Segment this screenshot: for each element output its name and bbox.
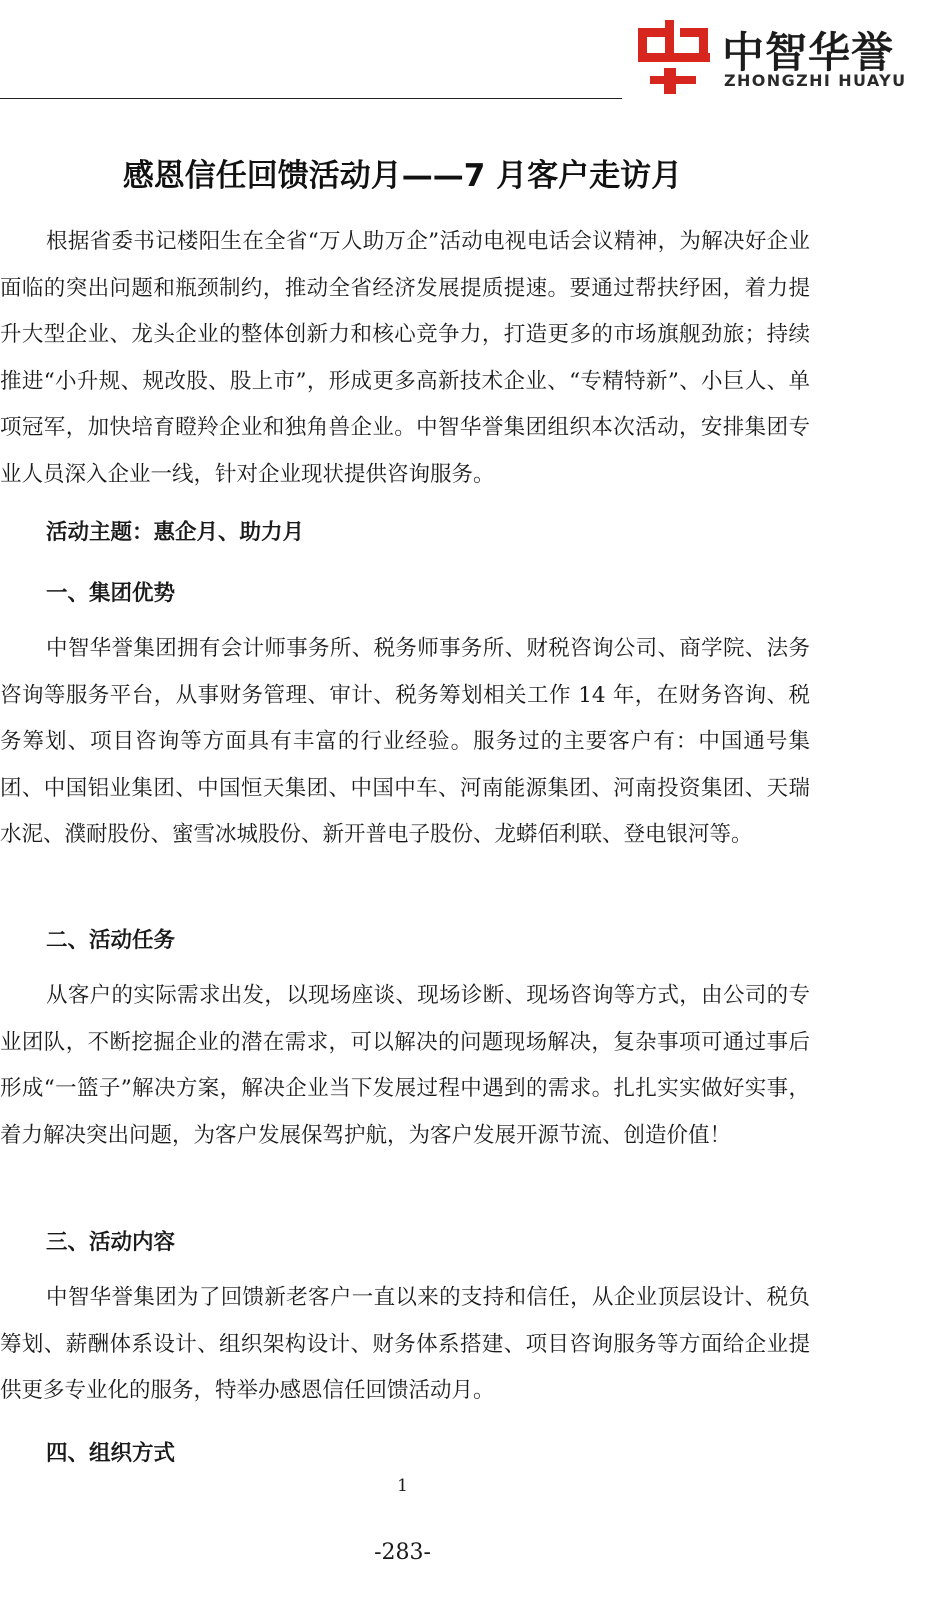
logo-english-name: ZHONGZHI HUAYU (724, 71, 907, 90)
page-number: 1 (397, 1476, 408, 1496)
section-heading-content: 三、活动内容 (46, 1230, 176, 1255)
section-body-advantages: 中智华誉集团拥有会计师事务所、税务师事务所、财税咨询公司、商学院、法务咨询等服务平台，从事财务管理、审计、税务筹划相关工作 14 年，在财务咨询、税务筹划、项目咨询等方面具有丰富的行业经验。服务过的主要客户有：中国通号集团、中国铝业集团、中国恒天集团、中国中车、河南能源集团、河南投资集团、天瑞水泥、濮耐股份、蜜雪冰城股份、新开普电子股份、龙蟒佰利联、登电银河等。 (0, 636, 810, 847)
header-rule (0, 98, 622, 99)
section-heading-organization: 四、组织方式 (46, 1441, 176, 1466)
document-title: 感恩信任回馈活动月——7 月客户走访月 (122, 158, 683, 194)
theme-heading: 活动主题：惠企月、助力月 (46, 520, 305, 545)
document-page-total: -283- (374, 1540, 431, 1565)
section-heading-tasks: 二、活动任务 (46, 928, 176, 953)
logo-mark-icon (634, 16, 714, 96)
intro-paragraph: 根据省委书记楼阳生在全省“万人助万企”活动电视电话会议精神，为解决好企业面临的突出问题和瓶颈制约，推动全省经济发展提质提速。要通过帮扶纾困，着力提升大型企业、龙头企业的整体创新力和核心竞争力，打造更多的市场旗舰劲旅；持续推进“小升规、规改股、股上市”，形成更多高新技术企业、“专精特新”、小巨人、单项冠军，加快培育瞪羚企业和独角兽企业。中智华誉集团组织本次活动，安排集团专业人员深入企业一线，针对企业现状提供咨询服务。 (0, 229, 810, 487)
company-logo (634, 16, 914, 96)
section-heading-advantages: 一、集团优势 (46, 581, 176, 606)
section-body-tasks: 从客户的实际需求出发，以现场座谈、现场诊断、现场咨询等方式，由公司的专业团队，不断挖掘企业的潜在需求，可以解决的问题现场解决，复杂事项可通过事后形成“一篮子”解决方案，解决企业当下发展过程中遇到的需求。扎扎实实做好实事，着力解决突出问题，为客户发展保驾护航，为客户发展开源节流、创造价值！ (0, 983, 810, 1148)
logo-chinese-name: 中智华誉 (722, 28, 895, 77)
section-body-content: 中智华誉集团为了回馈新老客户一直以来的支持和信任，从企业顶层设计、税负筹划、薪酬体系设计、组织架构设计、财务体系搭建、项目咨询服务等方面给企业提供更多专业化的服务，特举办感恩信任回馈活动月。 (0, 1285, 810, 1403)
